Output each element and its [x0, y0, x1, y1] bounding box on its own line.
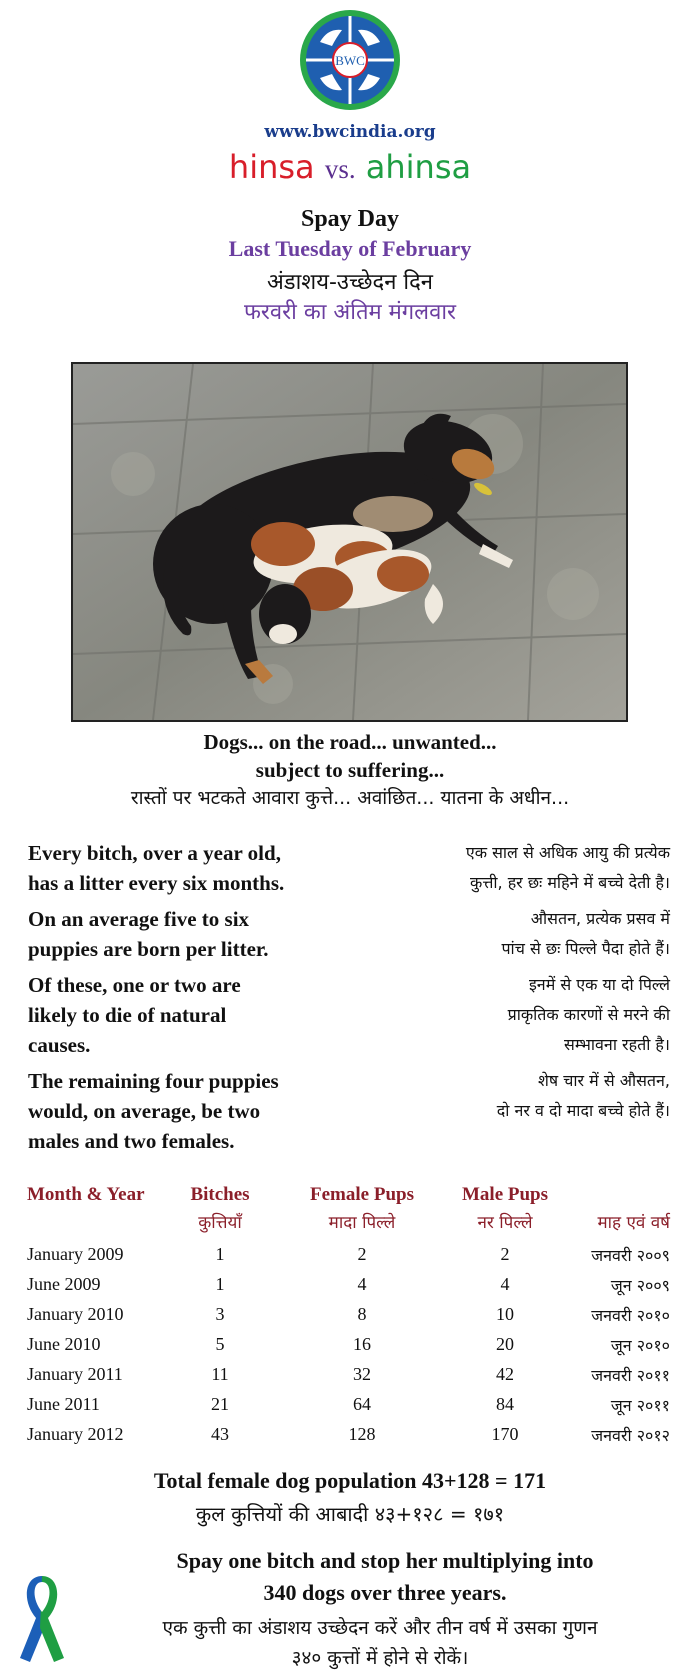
table-cell-male: 42: [496, 1364, 514, 1384]
col-header-bitches-hindi: कुत्तियाँ: [198, 1213, 242, 1233]
fact-2-english: [28, 904, 388, 964]
table-cell-female: 128: [348, 1424, 376, 1444]
table-cell-month: January 2011: [27, 1364, 123, 1384]
col-header-month-hindi: माह एवं वर्ष: [597, 1213, 670, 1233]
table-cell-bitches: 43: [211, 1424, 229, 1444]
table-cell-month-hindi: जून २०११: [610, 1396, 670, 1415]
fact-line: पांच से छः पिल्ले पैदा होते हैं।: [501, 939, 670, 958]
table-cell-month-hindi: जनवरी २०१०: [591, 1306, 670, 1325]
fact-line: On an average five to six: [28, 907, 250, 931]
fact-line: इनमें से एक या दो पिल्ले: [528, 975, 670, 994]
table-cell-male: 84: [496, 1394, 514, 1414]
closing-english-line-2: 340 dogs over three years.: [263, 1580, 507, 1605]
fact-4-hindi: [370, 1066, 670, 1126]
fact-line: एक साल से अधिक आयु की प्रत्येक: [465, 843, 670, 862]
table-cell-male: 2: [500, 1244, 510, 1264]
table-cell-female: 4: [357, 1274, 367, 1294]
table-cell-bitches: 3: [215, 1304, 225, 1324]
fact-line: Of these, one or two are: [28, 973, 241, 997]
photo-caption-english: [0, 728, 700, 784]
fact-line: सम्भावना रहती है।: [564, 1035, 670, 1054]
fact-line: males and two females.: [28, 1129, 235, 1153]
fact-2-hindi: [370, 904, 670, 964]
table-cell-female: 32: [353, 1364, 371, 1384]
table-cell-female: 2: [357, 1244, 367, 1264]
table-cell-month-hindi: जनवरी २०११: [591, 1366, 670, 1385]
table-cell-bitches: 21: [211, 1394, 229, 1414]
photo-caption-hindi: रास्तों पर भटकते आवारा कुत्ते... अवांछित... यातना के अधीन...: [130, 787, 570, 809]
slogan-ahinsa: ahinsa: [365, 148, 472, 186]
table-cell-month-hindi: जनवरी २००९: [591, 1246, 670, 1265]
page-subtitle: Last Tuesday of February: [228, 236, 472, 261]
table-cell-male: 20: [496, 1334, 514, 1354]
slogan: [0, 148, 700, 186]
table-cell-female: 16: [353, 1334, 371, 1354]
table-cell-month: June 2010: [27, 1334, 101, 1354]
hindi-title: अंडाशय-उच्छेदन दिन: [267, 270, 433, 295]
hindi-subtitle: फरवरी का अंतिम मंगलवार: [243, 300, 457, 325]
fact-line: दो नर व दो मादा बच्चे होते हैं।: [496, 1101, 670, 1120]
table-cell-month-hindi: जून २०१०: [610, 1336, 670, 1355]
fact-line: likely to die of natural: [28, 1003, 227, 1027]
table-cell-month: January 2009: [27, 1244, 124, 1264]
fact-1-english: [28, 838, 388, 898]
table-cell-female: 64: [353, 1394, 371, 1414]
fact-line: शेष चार में से औसतन,: [538, 1071, 670, 1090]
fact-line: would, on average, be two: [28, 1099, 261, 1123]
table-cell-month-hindi: जून २००९: [610, 1276, 670, 1295]
col-header-male-hindi: नर पिल्ले: [477, 1213, 533, 1233]
slogan-hinsa: hinsa: [228, 148, 315, 186]
fact-line: प्राकृतिक कारणों से मरने की: [507, 1005, 670, 1024]
fact-line: कुत्ती, हर छः महिने में बच्चे देती है।: [470, 873, 670, 892]
table-cell-bitches: 1: [215, 1244, 225, 1264]
fact-3-english: [28, 970, 388, 1060]
table-cell-bitches: 5: [215, 1334, 225, 1354]
total-english: Total female dog population 43+128 = 171: [153, 1468, 547, 1493]
caption-line-1: Dogs... on the road... unwanted...: [203, 730, 497, 754]
closing-english-line-1: Spay one bitch and stop her multiplying into: [176, 1548, 594, 1573]
fact-line: puppies are born per litter.: [28, 937, 269, 961]
fact-line: causes.: [28, 1033, 91, 1057]
fact-line: औसतन, प्रत्येक प्रसव में: [530, 909, 670, 928]
col-header-bitches: Bitches: [190, 1184, 250, 1205]
closing-hindi-line-2: ३४० कुत्तों में होने से रोकें।: [291, 1647, 469, 1669]
fact-line: The remaining four puppies: [28, 1069, 279, 1093]
closing-hindi-line-1: एक कुत्ती का अंडाशय उच्छेदन करें और तीन वर्ष में उसका गुणन: [162, 1617, 598, 1639]
table-cell-male: 4: [500, 1274, 510, 1294]
site-url[interactable]: www.bwcindia.org: [264, 122, 436, 142]
col-header-female-hindi: मादा पिल्ले: [328, 1213, 396, 1233]
col-header-month: Month & Year: [27, 1184, 145, 1205]
col-header-female: Female Pups: [310, 1184, 414, 1205]
page-title: Spay Day: [300, 206, 400, 232]
total-hindi: कुल कुत्तियों की आबादी ४३+१२८ = १७१: [195, 1502, 505, 1526]
table-cell-female: 8: [357, 1304, 367, 1324]
dog-with-puppies-photo: [71, 362, 628, 722]
fact-line: has a litter every six months.: [28, 871, 285, 895]
table-cell-bitches: 1: [215, 1274, 225, 1294]
table-cell-month: January 2010: [27, 1304, 124, 1324]
fact-line: Every bitch, over a year old,: [28, 841, 281, 865]
table-cell-month: January 2012: [27, 1424, 124, 1444]
slogan-vs: vs.: [324, 154, 356, 184]
bwc-logo: [298, 8, 402, 112]
fact-1-hindi: [370, 838, 670, 898]
caption-line-2: subject to suffering...: [255, 758, 445, 782]
table-cell-month: June 2009: [27, 1274, 101, 1294]
col-header-male: Male Pups: [461, 1184, 549, 1205]
fact-3-hindi: [370, 970, 670, 1060]
table-cell-male: 170: [491, 1424, 519, 1444]
logo-text: BWC: [335, 53, 365, 68]
table-cell-male: 10: [496, 1304, 514, 1324]
fact-4-english: [28, 1066, 388, 1156]
table-cell-month-hindi: जनवरी २०१२: [591, 1426, 670, 1445]
table-cell-bitches: 11: [211, 1364, 229, 1384]
table-cell-month: June 2011: [27, 1394, 100, 1414]
